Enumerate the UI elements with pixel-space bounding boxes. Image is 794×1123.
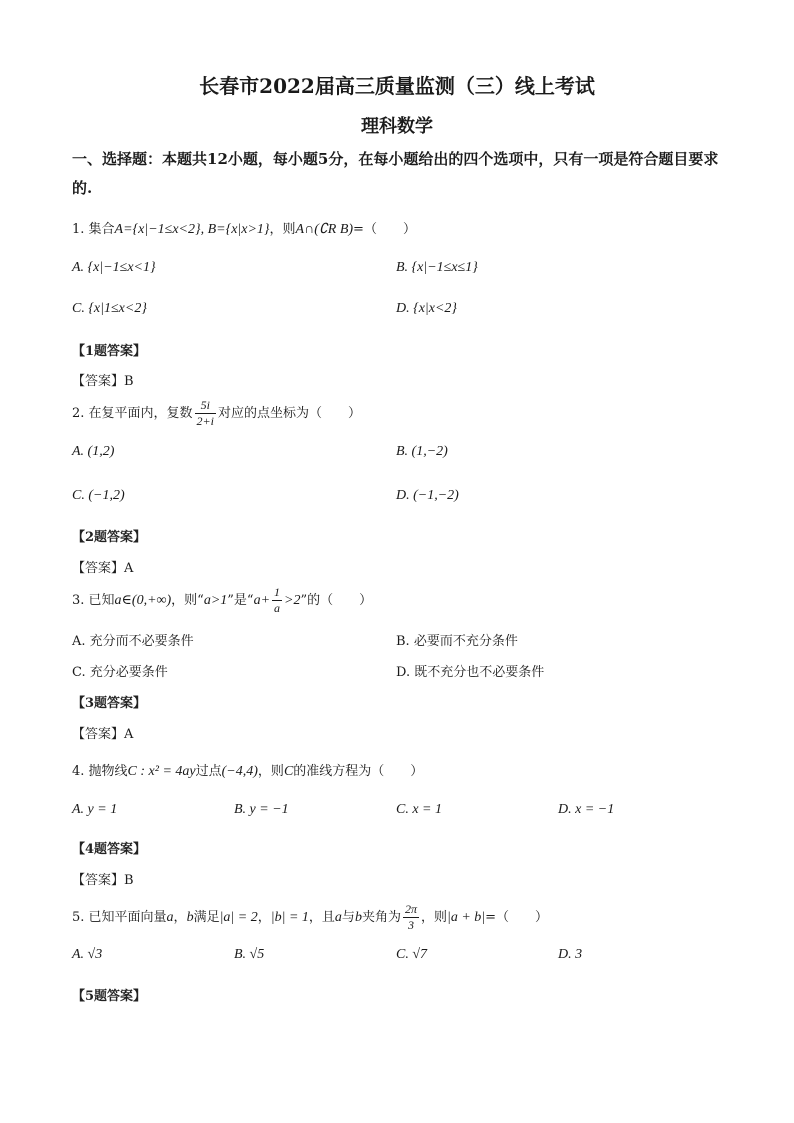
q4-option-a: A. y = 1 xyxy=(72,802,118,817)
q1-sets: A={x|−1≤x<2}, B={x|x>1} xyxy=(114,222,270,237)
q5-option-a: A. √3 xyxy=(72,947,103,962)
question-1-stem xyxy=(72,218,416,238)
q5-frac-den: 3 xyxy=(407,918,414,932)
q3-answer-tag: 【3题答案】 xyxy=(72,696,147,711)
q5-norm-a: |a| = 2 xyxy=(219,910,258,925)
q4-parabola: C : x² = 4ay xyxy=(127,764,196,779)
q4-option-d: D. x = −1 xyxy=(558,802,615,817)
q3-mid2: ”是“ xyxy=(227,593,254,608)
q4-option-b: B. y = −1 xyxy=(234,802,289,817)
q5-mid5: ，则 xyxy=(420,910,447,925)
q2-option-c: C. (−1,2) xyxy=(72,488,125,503)
q3-frac-num: 1 xyxy=(274,585,281,599)
q4-point: (−4,4) xyxy=(221,764,258,779)
q5-fraction xyxy=(403,902,419,933)
q3-cond1: a>1 xyxy=(203,593,228,608)
q3-frac-den: a xyxy=(274,601,281,615)
q1-end: =（ ） xyxy=(353,222,416,237)
q4-mid2: ，则 xyxy=(257,764,284,779)
q5-option-c: C. √7 xyxy=(396,947,428,962)
q3-option-d: D. 既不充分也不必要条件 xyxy=(396,665,545,680)
q2-prefix: 2. 在复平面内，复数 xyxy=(72,406,193,421)
q2-suffix: 对应的点坐标为（ ） xyxy=(217,406,361,421)
q5-vec-a: a xyxy=(166,910,174,925)
q3-domain: a∈(0,+∞) xyxy=(114,593,172,608)
q4-option-c: C. x = 1 xyxy=(396,802,442,817)
q1-answer: 【答案】B xyxy=(72,374,134,389)
q5-mid3: 与 xyxy=(341,910,355,925)
q1-option-b: B. {x|−1≤x≤1} xyxy=(396,260,478,275)
q2-option-a: A. (1,2) xyxy=(72,444,115,459)
q4-mid: 过点 xyxy=(195,764,222,779)
q5-option-d: D. 3 xyxy=(558,947,583,962)
section-heading: 一、选择题：本题共12小题，每小题5分，在每小题给出的四个选项中，只有一项是符合题目要求的. xyxy=(72,150,719,197)
q5-prefix: 5. 已知平面向量 xyxy=(72,910,167,925)
q2-option-b: B. (1,−2) xyxy=(396,444,448,459)
q3-option-a: A. 充分而不必要条件 xyxy=(72,634,194,649)
q5-sum-norm: |a + b| xyxy=(446,910,486,925)
q2-answer: 【答案】A xyxy=(72,561,134,576)
question-5-stem xyxy=(72,902,548,933)
q4-curve: C xyxy=(283,764,294,779)
q3-suffix: ”的（ ） xyxy=(300,593,373,608)
q3-mid1: ，则“ xyxy=(171,593,204,608)
q5-mid4: 夹角为 xyxy=(361,910,401,925)
q3-cond2b: >2 xyxy=(284,593,301,608)
q4-answer: 【答案】B xyxy=(72,873,134,888)
q5-mid2: ，且 xyxy=(308,910,335,925)
q1-option-c: C. {x|1≤x<2} xyxy=(72,301,147,316)
q1-option-a: A. {x|−1≤x<1} xyxy=(72,260,156,275)
q5-suffix: =（ ） xyxy=(485,910,549,925)
q1-expr: A∩(∁R B) xyxy=(295,222,354,237)
q5-option-b: B. √5 xyxy=(234,947,265,962)
q5-mid1: 满足 xyxy=(193,910,220,925)
exam-subject: 理科数学 xyxy=(361,116,433,137)
q3-option-c: C. 充分必要条件 xyxy=(72,665,168,680)
q5-vec-b2: b xyxy=(354,910,362,925)
q5-vec-b: b xyxy=(186,910,194,925)
q5-sep: ， xyxy=(173,910,187,925)
q5-vec-a2: a xyxy=(334,910,342,925)
q1-answer-tag: 【1题答案】 xyxy=(72,344,147,359)
q1-option-d: D. {x|x<2} xyxy=(396,301,458,316)
q5-sep2: ， xyxy=(257,910,271,925)
question-3-stem xyxy=(72,585,372,616)
q2-fraction xyxy=(195,398,216,429)
q5-answer-tag: 【5题答案】 xyxy=(72,989,147,1004)
q4-answer-tag: 【4题答案】 xyxy=(72,842,147,857)
q3-answer: 【答案】A xyxy=(72,727,134,742)
q1-prefix: 1. 集合 xyxy=(72,222,115,237)
exam-title: 长春市2022届高三质量监测（三）线上考试 xyxy=(199,74,595,98)
question-2-stem xyxy=(72,398,361,429)
q5-frac-num: 2π xyxy=(404,902,417,916)
q5-norm-b: |b| = 1 xyxy=(270,910,309,925)
q4-prefix: 4. 抛物线 xyxy=(72,764,128,779)
q4-suffix: 的准线方程为（ ） xyxy=(293,764,424,779)
q3-fraction xyxy=(272,585,282,616)
question-4-stem xyxy=(72,760,423,780)
q3-option-b: B. 必要而不充分条件 xyxy=(396,634,518,649)
q1-mid: ，则 xyxy=(269,222,296,237)
q2-option-d: D. (−1,−2) xyxy=(396,488,459,503)
q2-frac-num: 5i xyxy=(195,398,216,414)
q2-answer-tag: 【2题答案】 xyxy=(72,530,147,545)
q3-prefix: 3. 已知 xyxy=(72,593,115,608)
q3-cond2a: a+ xyxy=(253,593,271,608)
q2-frac-den: 2+i xyxy=(196,414,214,428)
